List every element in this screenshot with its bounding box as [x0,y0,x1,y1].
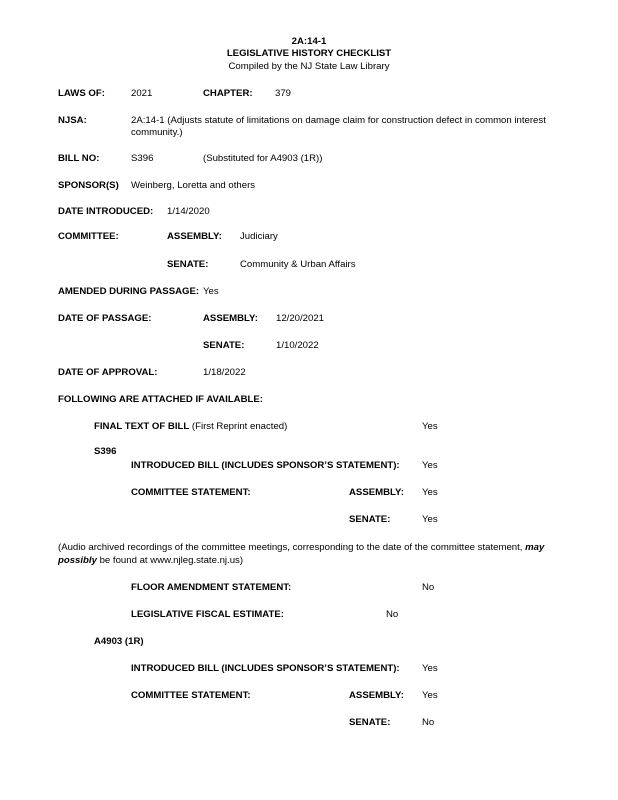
audio-note-emphasis-may: may [525,542,545,553]
a4903-senate-value: No [422,717,435,728]
date-introduced-label: DATE INTRODUCED: [58,206,154,217]
committee-assembly-label: ASSEMBLY: [167,231,222,242]
audio-note-emphasis-possibly: possibly [58,555,97,566]
audio-note-line2 [58,555,243,566]
fiscal-estimate-label: LEGISLATIVE FISCAL ESTIMATE: [131,609,284,620]
final-text-row [94,421,287,432]
bill-no-value: S396 [131,153,154,164]
committee-label: COMMITTEE: [58,231,119,242]
a4903-committee-label: COMMITTEE STATEMENT: [131,690,251,701]
passage-senate-label: SENATE: [203,340,245,351]
approval-date: 1/18/2022 [203,367,246,378]
passage-senate-date: 1/10/2022 [276,340,319,351]
a4903-senate-label: SENATE: [349,717,391,728]
committee-senate-value: Community & Urban Affairs [240,259,356,270]
a4903-assembly-value: Yes [422,690,438,701]
audio-note-part1: (Audio archived recordings of the committee meetings, corresponding to the date of the committee statement, [58,542,526,553]
njsa-description-line1: 2A:14-1 (Adjusts statute of limitations on damage claim for construction defect in common interest [131,115,546,126]
attached-heading: FOLLOWING ARE ATTACHED IF AVAILABLE: [58,394,263,405]
committee-assembly-value: Judiciary [240,231,278,242]
njsa-description-line2: community.) [131,127,183,138]
amended-value: Yes [203,286,219,297]
final-text-value: Yes [422,421,438,432]
floor-amendment-label: FLOOR AMENDMENT STATEMENT: [131,582,292,593]
final-text-label: FINAL TEXT OF BILL [94,421,190,432]
laws-of-value: 2021 [131,88,153,99]
laws-of-label: LAWS OF: [58,88,105,99]
s396-senate-label: SENATE: [349,514,391,525]
document-title: 2A:14-1 [291,36,327,47]
date-introduced-value: 1/14/2020 [167,206,210,217]
s396-introduced-value: Yes [422,460,438,471]
amended-label: AMENDED DURING PASSAGE: [58,286,200,297]
bill-no-label: BILL NO: [58,153,100,164]
passage-assembly-date: 12/20/2021 [276,313,325,324]
chapter-label: CHAPTER: [203,88,253,99]
document-subtitle: LEGISLATIVE HISTORY CHECKLIST [226,48,392,59]
fiscal-estimate-value: No [386,609,399,620]
audio-note-line1 [58,542,544,553]
s396-introduced-label: INTRODUCED BILL (INCLUDES SPONSOR’S STATEMENT): [131,460,400,471]
bill-no-substitution-note: (Substituted for A4903 (1R)) [203,153,323,164]
chapter-value: 379 [275,88,292,99]
sponsors-label: SPONSOR(S) [58,180,119,191]
approval-label: DATE OF APPROVAL: [58,367,158,378]
passage-assembly-label: ASSEMBLY: [203,313,258,324]
sponsors-value: Weinberg, Loretta and others [131,180,256,191]
s396-heading: S396 [94,446,117,457]
s396-assembly-label: ASSEMBLY: [349,487,404,498]
final-text-note: (First Reprint enacted) [191,421,288,432]
s396-committee-label: COMMITTEE STATEMENT: [131,487,251,498]
s396-senate-value: Yes [422,514,438,525]
a4903-assembly-label: ASSEMBLY: [349,690,404,701]
committee-senate-label: SENATE: [167,259,209,270]
passage-label: DATE OF PASSAGE: [58,313,152,324]
audio-note-part2: be found at www.njleg.state.nj.us) [96,555,244,566]
floor-amendment-value: No [422,582,435,593]
s396-assembly-value: Yes [422,487,438,498]
a4903-introduced-value: Yes [422,663,438,674]
njsa-label: NJSA: [58,115,87,126]
compiled-by: Compiled by the NJ State Law Library [228,61,390,72]
a4903-heading: A4903 (1R) [94,636,144,647]
a4903-introduced-label: INTRODUCED BILL (INCLUDES SPONSOR’S STATEMENT): [131,663,400,674]
